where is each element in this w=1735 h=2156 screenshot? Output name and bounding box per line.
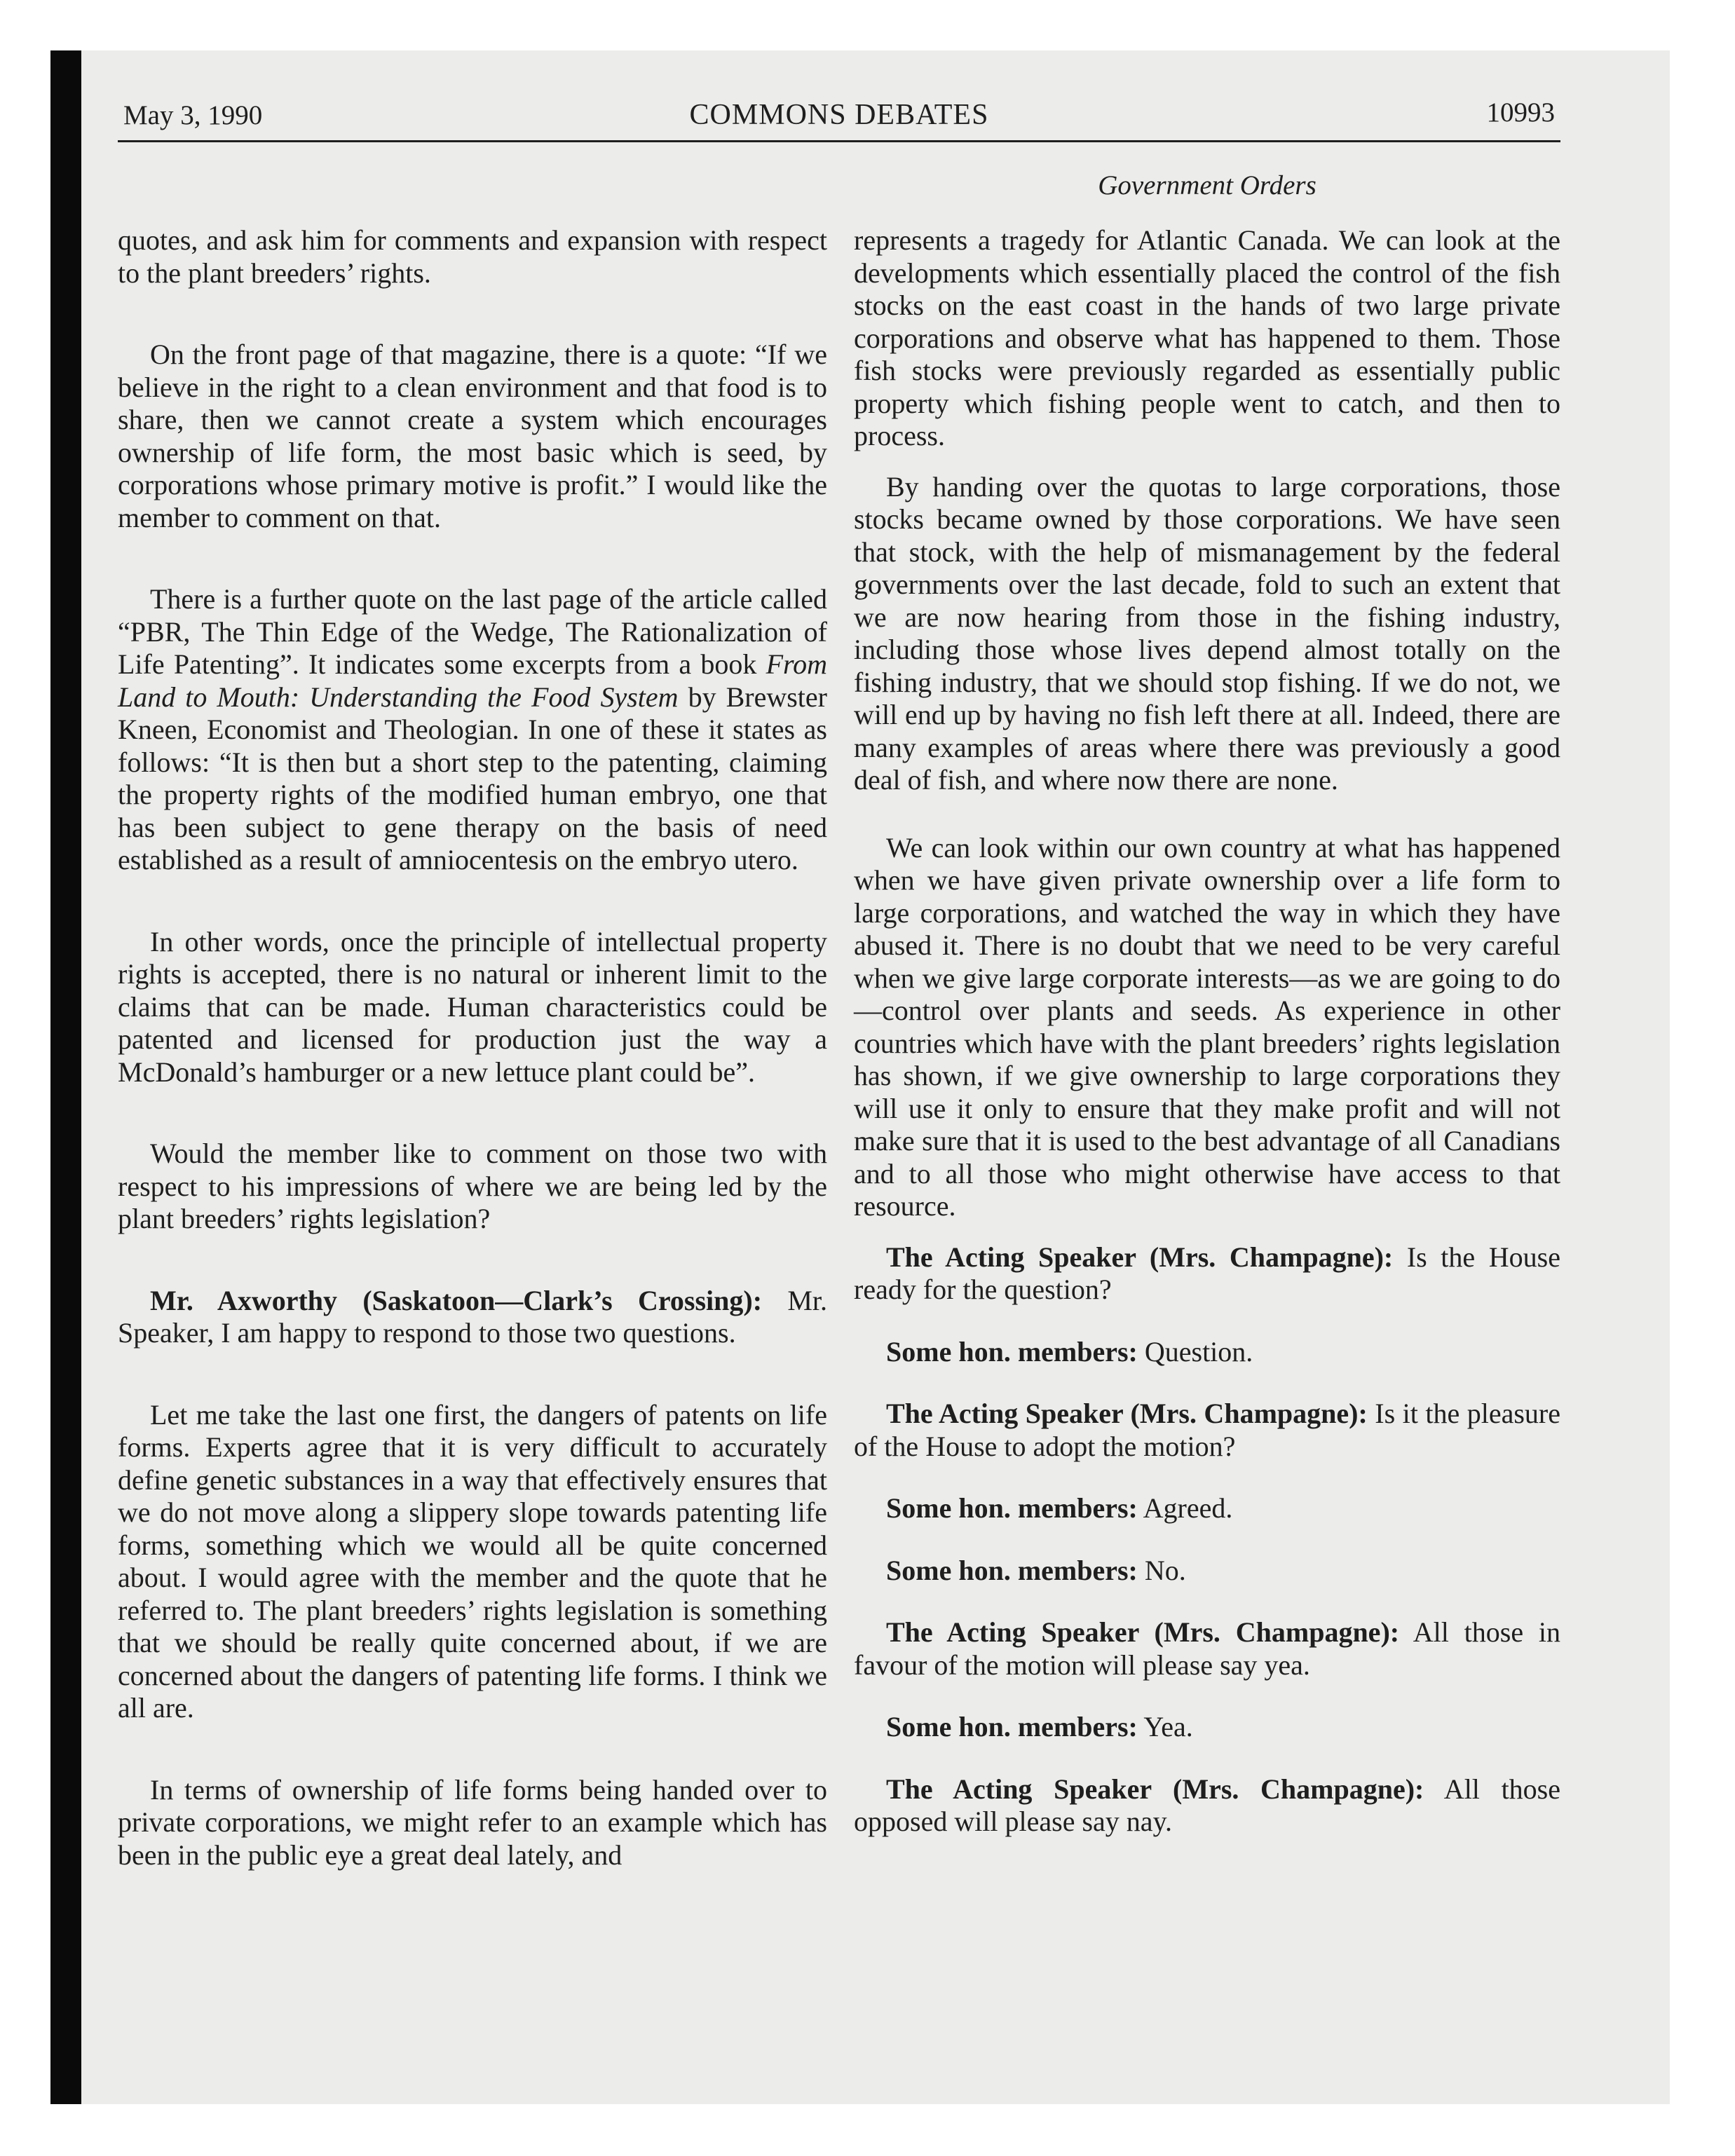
- paragraph: [854, 1711, 1560, 1744]
- left-column: [118, 224, 827, 1871]
- paragraph-text: Question.: [1137, 1335, 1253, 1367]
- paragraph-text: Is the House ready for the question?: [854, 1241, 1560, 1305]
- paragraph: By handing over the quotas to large corporations, those stocks became owned by those corporations. We have seen that stock, with the help of mismanagement by the federal governments over the last decade, fold to such an extent that we are now hearing from those in the fishing industry, including those whose lives depend almost totally on the fishing industry, that we should stop fishing. If we do not, we will end up by having no fish left there at all. Indeed, there are many examples of areas where there was previously a good deal of fish, and where now there are none.: [854, 470, 1560, 796]
- header-publication: COMMONS DEBATES: [689, 99, 989, 131]
- paragraph-text: by Brewster Kneen, Economist and Theologian. In one of these it states as follows: “It is then but a short step to the patenting, claiming the property rights of the modified human embryo, one that has been subject to gene therapy on the basis of need established as a result of amniocentesis on the embryo utero.: [118, 681, 827, 875]
- paragraph: represents a tragedy for Atlantic Canada. We can look at the developments which essentially placed the control of the fish stocks on the east coast in the hands of two large private corporations and observe what has happened to them. Those fish stocks were previously regarded as essentially public property which fishing people went to catch, and then to process.: [854, 224, 1560, 451]
- paragraph: [854, 1555, 1560, 1588]
- paragraph: [854, 1773, 1560, 1838]
- paragraph-text: No.: [1137, 1554, 1186, 1586]
- right-column: [854, 224, 1560, 1838]
- paragraph-text: All those in favour of the motion will please say yea.: [854, 1616, 1561, 1681]
- paragraph-text: Is it the pleasure of the House to adopt the motion?: [854, 1398, 1560, 1462]
- paragraph-text: Agreed.: [1137, 1492, 1233, 1524]
- paragraph: In terms of ownership of life forms being handed over to private corporations, we might refer to an example which has been in the public eye a great deal lately, and: [118, 1773, 827, 1871]
- header-page-number: 10993: [1486, 97, 1555, 128]
- speaker-name: The Acting Speaker (Mrs. Champagne):: [886, 1241, 1394, 1273]
- speaker-name: Mr. Axworthy (Saskatoon—Clark’s Crossing):: [150, 1284, 763, 1316]
- paragraph: On the front page of that magazine, there is a quote: “If we believe in the right to a clean environment and that food is to share, then we cannot create a system which encourages ownership of life form, the most basic which is seed, by corporations whose primary motive is profit.” I would like the member to comment on that.: [118, 339, 827, 533]
- paragraph: [854, 1616, 1560, 1681]
- paragraph: Let me take the last one first, the dangers of patents on life forms. Experts agree that it is very difficult to accurately define genetic substances in a way that effectively ensures that we do not move along a slippery slope towards patenting life forms, something which we would all be quite concerned about. I would agree with the member and the quote that he referred to. The plant breeders’ rights legislation is something that we should be really quite concerned about, if we are concerned about the dangers of patenting life forms. I think we all are.: [118, 1398, 827, 1724]
- page-header: [118, 91, 1560, 142]
- section-label: Government Orders: [1098, 170, 1316, 200]
- paragraph: Would the member like to comment on those two with respect to his impressions of where we are being led by the plant breeders’ rights legislation?: [118, 1138, 827, 1234]
- paragraph-text: There is a further quote on the last page of the article called “PBR, The Thin Edge of the Wedge, The Rationalization of Life Patenting”. It indicates some excerpts from a book: [118, 583, 827, 680]
- book-title: From Land to Mouth: Understanding the Food System: [118, 648, 827, 713]
- speaker-name: The Acting Speaker (Mrs. Champagne):: [886, 1398, 1368, 1429]
- paragraph: [854, 1241, 1560, 1306]
- paragraph-text: All those opposed will please say nay.: [854, 1773, 1560, 1837]
- speaker-name: The Acting Speaker (Mrs. Champagne):: [886, 1773, 1424, 1805]
- paragraph: We can look within our own country at what has happened when we have given private ownership over a life form to large corporations, and watched the way in which they have abused it. There is no doubt that we need to be very careful when we give large corporate interests—as we are going to do—control over plants and seeds. As experience in other countries which have with the plant breeders’ rights legislation has shown, if we give ownership to large corporations they will use it only to ensure that they make profit and will not make sure that it is used to the best advantage of all Canadians and to all those who might otherwise have access to that resource.: [854, 831, 1560, 1222]
- paragraph: In other words, once the principle of intellectual property rights is accepted, there is no natural or inherent limit to the claims that can be made. Human characteristics could be patented and licensed for production just the way a McDonald’s hamburger or a new lettuce plant could be”.: [118, 925, 827, 1088]
- speaker-name: Some hon. members:: [886, 1554, 1138, 1586]
- header-date: May 3, 1990: [123, 100, 263, 130]
- paragraph: quotes, and ask him for comments and expansion with respect to the plant breeders’ rights.: [118, 224, 827, 289]
- paragraph-text: Yea.: [1137, 1711, 1193, 1742]
- paragraph: [854, 1398, 1560, 1463]
- speaker-name: The Acting Speaker (Mrs. Champagne):: [886, 1616, 1400, 1648]
- speaker-name: Some hon. members:: [886, 1711, 1138, 1742]
- paragraph: [118, 1285, 827, 1350]
- speaker-name: Some hon. members:: [886, 1335, 1138, 1367]
- paragraph: [118, 583, 827, 877]
- binding-edge: [50, 50, 81, 2104]
- speaker-name: Some hon. members:: [886, 1492, 1138, 1524]
- paragraph-text: Mr. Speaker, I am happy to respond to those two questions.: [118, 1284, 827, 1349]
- paragraph: [854, 1492, 1560, 1525]
- paragraph: [854, 1336, 1560, 1369]
